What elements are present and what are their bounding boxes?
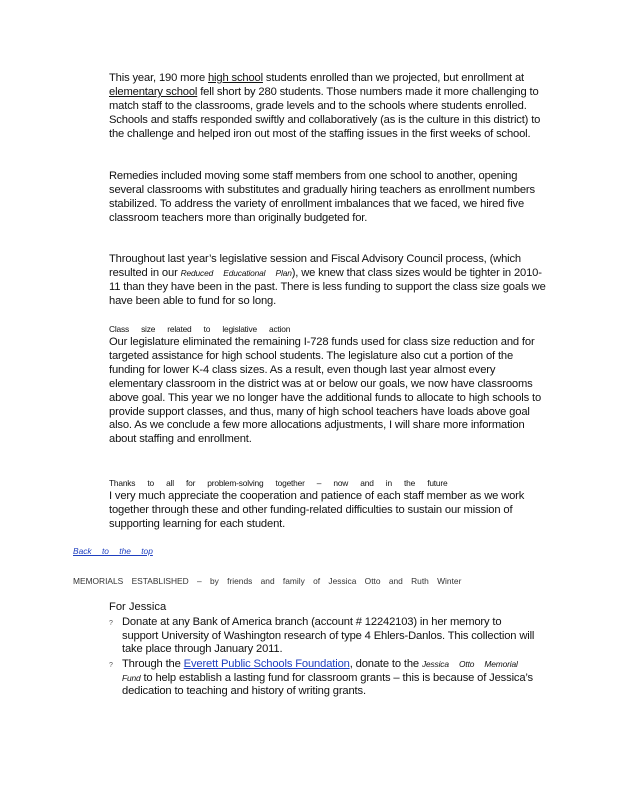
paragraph-appreciation: I very much appreciate the cooperation and patience of each staff member as we work together through these and other funding-related difficulties to sustain our mission of supporting learning for each student. (109, 490, 525, 530)
heading-class-size: Class size related to legislative action (109, 324, 291, 334)
memorials-heading: MEMORIALS ESTABLISHED – by friends and family of Jessica Otto and Ruth Winter (73, 576, 462, 586)
text: Throughout last year’s legislative session and Fiscal Advisory Council process, (which resulted in our (109, 253, 522, 279)
foundation-donation-text (109, 658, 539, 699)
paragraph-remedies: Remedies included moving some staff members from one school to another, opening several classrooms with substitutes and gradually hiring teachers as enrollment numbers stabilized. To address the variety of enrollment imbalances that we faced, we hired five classroom teachers more than originally budgeted for. (109, 170, 535, 224)
for-jessica-label: For Jessica (109, 601, 167, 613)
list-item (109, 616, 539, 657)
text: students enrolled than we projected, but enrollment at (262, 72, 524, 84)
text: This year, 190 more (109, 72, 208, 84)
elementary-school-link[interactable]: elementary school (109, 85, 198, 98)
text: Through the (122, 658, 184, 670)
reduced-educational-plan: Reduced Educational Plan (180, 267, 292, 278)
list-item (109, 658, 539, 699)
paragraph-legislature: Our legislature eliminated the remaining I-728 funds used for class size reduction and for targeted assistance for high school students. The legislature also cut a portion of the funding for lower K-4 class sizes. As a result, even though last year almost every elementary classroom in the district was at or below our goals, we now have classrooms above goal. This year we no longer have the additional funds to allocate to high schools to provide support classes, and thus, many of high school teachers have loads above goal also. As we conclude a few more allocations adjustments, I will share more information about staffing and enrollment. (109, 336, 542, 446)
bullet-icon: ? (109, 662, 113, 669)
foundation-link[interactable]: Everett Public Schools Foundation (183, 658, 350, 670)
back-to-top-link[interactable]: Back to the top (73, 546, 153, 556)
paragraph-legislative-session (109, 253, 547, 309)
text: to help establish a lasting fund for classroom grants – this is because of Jessica’s dedication to teaching and history of writing grants. (122, 671, 533, 698)
heading-thanks: Thanks to all for problem-solving together – now and in the future (109, 478, 448, 488)
text: fell short by 280 students. Those numbers made it more challenging to match staff to the classrooms, grade levels and to the schools where students enrolled. Schools and staffs responded swiftly and collaboratively (as is the culture in this district) to the challenge and helped iron out most of the staffing issues in the first weeks of school. (109, 85, 541, 140)
text: , donate to the (349, 658, 422, 670)
high-school-link[interactable]: high school (207, 72, 263, 84)
text: ), we knew that class sizes would be tighter in 2010-11 than they have been in the past. There is less funding to support the class size goals we have been able to fund for so long. (109, 266, 546, 307)
paragraph-enrollment (109, 72, 547, 142)
bullet-icon: ? (109, 620, 113, 627)
memorial-fund-name: Jessica Otto Memorial Fund (122, 659, 518, 683)
bank-donation-text: Donate at any Bank of America branch (account # 12242103) in her memory to support University of Washington research of type 4 Ehlers-Danlos. This collection will take place through January 2011. (122, 616, 535, 656)
